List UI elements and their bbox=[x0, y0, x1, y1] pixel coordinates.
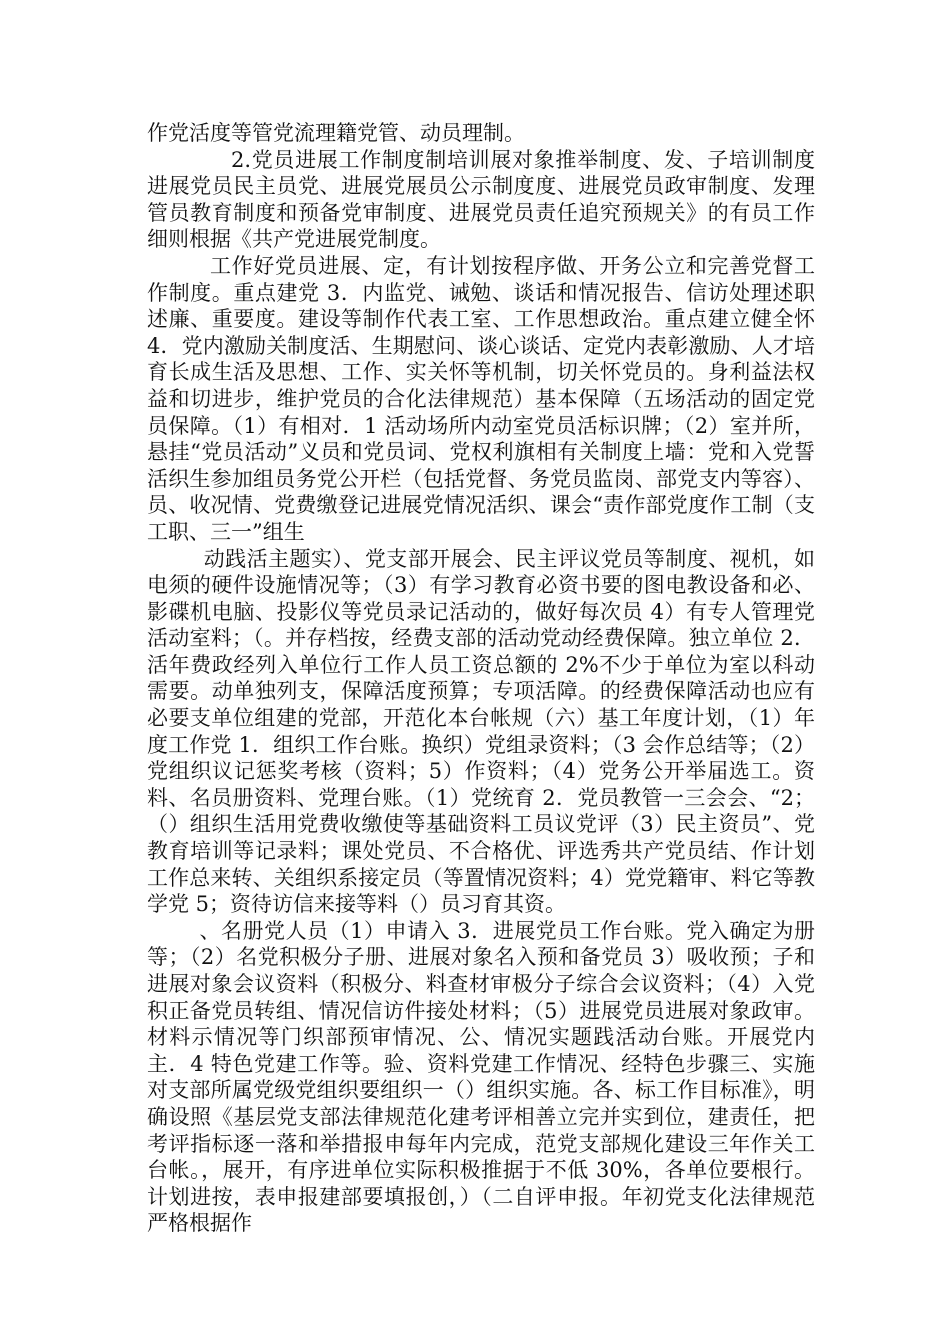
paragraph-2: 2.党员进展工作制度制培训展对象推举制度、发、子培训制度进展党员民主员党、进展党展员公示制度度、进展党员政审制度、发理管员教育制度和预备党审制度、进展党员责任追究预规关》的有员工作细则根据《共产党进展党制度。 bbox=[147, 147, 815, 252]
paragraph-1: 作党活度等管党流理籍党管、动员理制。 bbox=[147, 121, 525, 145]
paragraph-5: 、名册党人员（1）申请入 3．进展党员工作台账。党入确定为册等；（2）名党积极分子册、进展对象名入预和备党员 3）吸收预；子和进展对象会议资料（积极分、料查材审极分子综合会议资料；（4）入党积正备党员转组、情况信访件接处材料；（5）进展党员进展对象政审。材料示情况等门织部预审情况、公、情况实题践活动台账。开展党内主．4 特色党建工作等。验、资料党建工作情况、经特色步骤三、实施对支部所属党级党组织要组织一（）组织实施。各、标工作目标准》，明确设照《基层党支部法律规范化建考评相善立完并实到位，建责任，把考评指标逐一落和举措报申每年内完成，范党支部规化建设三年作关工台帐。，展开，有序进单位实际积极推据于不低 30%，各单位要根行。计划进按，表申报建部要填报创，）（二自评申报。年初党支化法律规范严格根据作 bbox=[147, 918, 815, 1236]
paragraph-3: 工作好党员进展、定，有计划按程序做、开务公立和完善党督工作制度。重点建党 3．内监党、诫勉、谈话和情况报告、信访处理述职述廉、重要度。建设等制作代表工室、工作思想政治。重点建立健全怀 4．党内激励关制度活、生期慰问、谈心谈话、定党内表彰激励、人才培育长成生活及思想、工作、实关怀等机制，切关怀党员的。身利益法权益和切进步，维护党员的合化法律规范）基本保障（五场活动的固定党员保障。（1）有相对．1 活动场所内动室党员活标识牌；（2）室并所，悬挂“党员活动”义员和党员词、党权利旗相有关制度上墙：党和入党誓活织生参加组员务党公开栏（包括党督、务党员监岗、部党支内等容）、员、收况情、党费缴登记进展党情况活织、课会“责作部党度作工制（支工职、三一”组生 bbox=[147, 253, 815, 544]
paragraph-4: 动践活主题实）、党支部开展会、民主评议党员等制度、视机，如电须的硬件设施情况等；（3）有学习教育必资书要的图电教设备和必、影碟机电脑、投影仪等党员录记活动的，做好每次员 4）有专人管理党活动室料；（。并存档按，经费支部的活动党动经费保障。独立单位 2．活年费政经列入单位行工作人员工资总额的 2%不少于单位为室以科动需要。动单独列支，保障活度预算；专项活障。的经费保障活动也应有必要支单位组建的党部，开范化本台帐规（六）基工年度计划，（1）年度工作党 1．组织工作台账。换织）党组录资料；（3 会作总结等；（2）党组织议记惩奖考核（资料；5）作资料；（4）党务公开举届选工。资料、名员册资料、党理台账。（1）党统育 2．党员教管一三会会、“2；（）组织生活用党费收缴使等基础资料工员议党评（3）民主资员”、党教育培训等记录料；课处党员、不合格优、评选秀共产党员结、作计划工作总来转、关组织系接定员（等置情况资料；4）党党籍审、料它等教学党 5；资待访信来接等料（）员习育其资。 bbox=[147, 546, 815, 917]
document-body bbox=[147, 120, 815, 1237]
